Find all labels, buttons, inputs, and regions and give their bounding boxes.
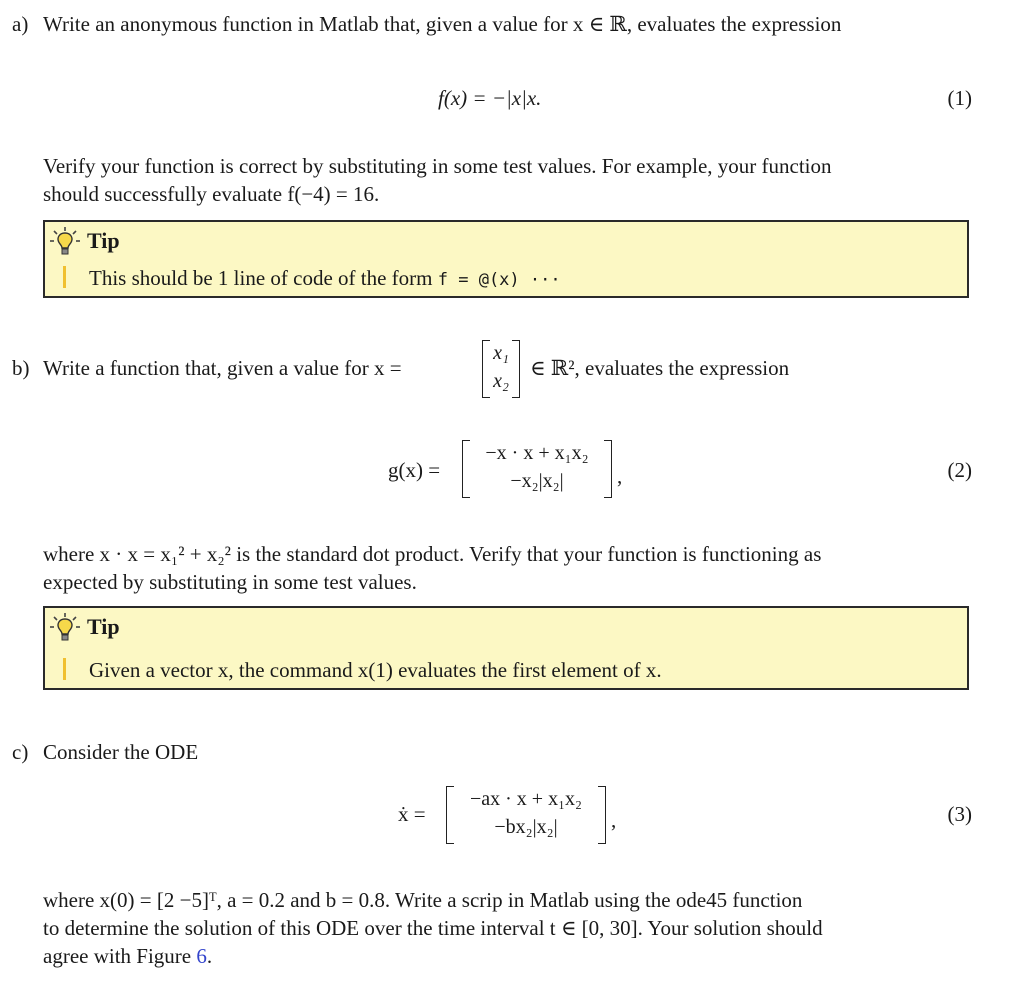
- part-c-where-line-1: where x(0) = [2 −5]ᵀ, a = 0.2 and b = 0.8. Write a scrip in Matlab using the ode45 function: [43, 888, 803, 912]
- part-c-where-line-3-prefix: agree with Figure: [43, 944, 197, 968]
- figure-reference-link[interactable]: 6: [196, 944, 207, 968]
- vector-x-bottom: x₂: [493, 370, 509, 392]
- vector-x-top: x₁: [493, 342, 509, 364]
- part-b-label: b): [12, 356, 30, 380]
- tip-accent-bar: [63, 658, 66, 680]
- part-a-verify-line-2: should successfully evaluate f(−4) = 16.: [43, 182, 380, 206]
- equation-2-bottom: −x₂|x₂|: [510, 470, 564, 492]
- equation-2-trail: ,: [617, 464, 623, 488]
- tip-box-a: [43, 220, 969, 298]
- tip-title: Tip: [87, 228, 120, 253]
- equation-2-lhs: g(x) =: [388, 458, 441, 482]
- part-c-intro: Consider the ODE: [43, 740, 199, 764]
- equation-3-top: −ax · x + x₁x₂: [469, 788, 583, 810]
- part-a-verify-line-1: Verify your function is correct by substituting in some test values. For example, your function: [43, 154, 832, 178]
- lightbulb-icon: [49, 226, 81, 258]
- tip-box-b: [43, 606, 969, 690]
- equation-3-matrix: [446, 786, 606, 844]
- equation-3-trail: ,: [611, 808, 617, 832]
- tip-text: Given a vector x, the command x(1) evaluates the first element of x.: [89, 658, 662, 682]
- lightbulb-icon: [49, 612, 81, 644]
- equation-number-3: (3): [947, 802, 972, 826]
- equation-number-1: (1): [947, 86, 972, 110]
- tip-text: [89, 266, 561, 291]
- vector-x: [482, 340, 520, 398]
- tip-accent-bar: [63, 266, 66, 288]
- equation-2-top: −x · x + x₁x₂: [485, 442, 589, 464]
- equation-1: f(x) = −|x|x.: [438, 86, 542, 110]
- part-c-label: c): [12, 740, 29, 764]
- part-b-where-line-2: expected by substituting in some test values.: [43, 570, 417, 594]
- tip-code: f = @(x) ···: [437, 270, 561, 290]
- part-b-intro-suffix: ∈ ℝ², evaluates the expression: [530, 356, 790, 380]
- part-b-intro-prefix: Write a function that, given a value for x =: [43, 356, 402, 380]
- part-a-label: a): [12, 12, 29, 36]
- equation-number-2: (2): [947, 458, 972, 482]
- part-c-where-line-3: [43, 944, 212, 969]
- equation-3-bottom: −bx₂|x₂|: [494, 816, 558, 838]
- part-c-where-line-2: to determine the solution of this ODE over the time interval t ∈ [0, 30]. Your solution should: [43, 916, 823, 940]
- equation-3-lhs: ẋ =: [398, 802, 426, 826]
- part-b-where-line-1: where x · x = x₁² + x₂² is the standard dot product. Verify that your function is functioning as: [43, 542, 822, 566]
- part-a-intro: Write an anonymous function in Matlab that, given a value for x ∈ ℝ, evaluates the expression: [43, 12, 842, 36]
- tip-title: Tip: [87, 614, 120, 639]
- equation-2-matrix: [462, 440, 612, 498]
- tip-text-prefix: This should be 1 line of code of the form: [89, 266, 438, 290]
- part-c-where-line-3-suffix: .: [206, 944, 213, 968]
